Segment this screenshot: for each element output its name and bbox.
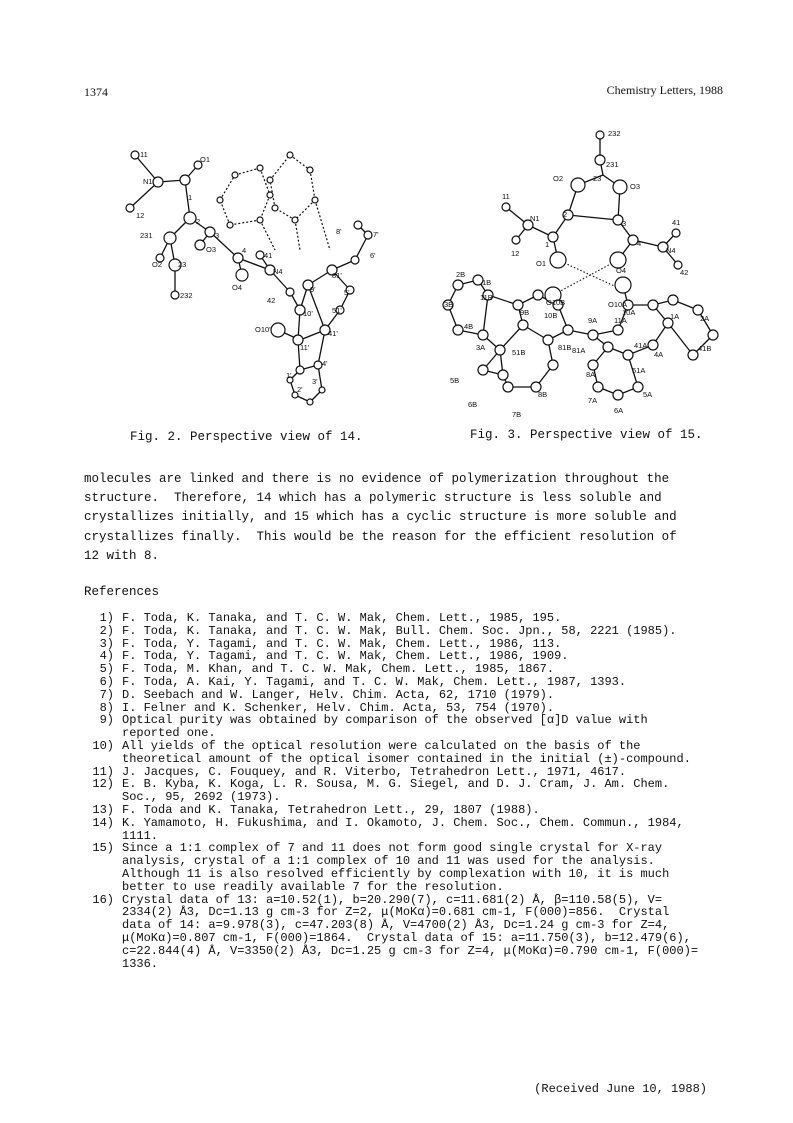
atom-label: 23 xyxy=(178,260,187,269)
reference-number: 16) xyxy=(92,892,114,907)
atom-label: 4' xyxy=(322,359,328,368)
atom-label: 1A xyxy=(670,312,680,321)
reference-text: F. Toda, A. Kai, Y. Tagami, and T. C. W. Mak, Chem. Lett., 1987, 1393. xyxy=(122,674,627,689)
reference-item xyxy=(84,740,734,766)
atom-label: 42 xyxy=(267,296,276,305)
body-line: molecules are linked and there is no evidence of polymerization throughout the xyxy=(84,472,670,486)
reference-text: Crystal data of 13: a=10.52(1), b=20.290(7), c=11.681(2) Å, β=110.58(5), V= 2334(2) Å3, Dc=1.13 g cm-3 for Z=2, μ(MoKα)=0.681 cm-1, F(000)=856. Crystal data of 14: a=9.978(3), c=47.203(8) Å, V=4700(2) Å3, Dc=1.24 g cm-3 for Z=4, μ(MoKα)=0.807 cm-1, F(000)=1864. Crystal data of 15: a=11.750(3), b=12.479(6), c=22.844(4) Å, V=3350(2) Å3, Dc=1.25 g cm-3 for Z=4, μ(MoKα)=0.790 cm-1, F(000)= 1336. xyxy=(122,892,699,971)
reference-text: Since a 1:1 complex of 7 and 11 does not form good single crystal for X-ray analysis, crystal of a 1:1 complex of 10 and 11 was used for the analysis. Although 11 is also resolved efficiently by complexation with 10, it is much better to use readily available 7 for the resolution. xyxy=(122,841,670,894)
atom-label: N4 xyxy=(666,246,676,255)
atom-label: 231 xyxy=(140,231,153,240)
atom-label: O2 xyxy=(152,260,163,269)
reference-number: 13) xyxy=(92,802,114,817)
reference-number: 6) xyxy=(99,674,114,689)
atom-label: 1 xyxy=(545,240,550,249)
reference-text: K. Yamamoto, H. Fukushima, and I. Okamoto, J. Chem. Soc., Chem. Commun., 1984, 1111. xyxy=(122,815,684,843)
body-paragraph xyxy=(84,470,724,566)
journal-header: Chemistry Letters, 1988 xyxy=(606,83,723,97)
reference-text: Optical purity was obtained by comparison of the observed [α]D value with reported one. xyxy=(122,713,648,741)
reference-number: 12) xyxy=(92,777,114,792)
atom-label: N1 xyxy=(530,214,540,223)
atom-label: 3 xyxy=(215,231,220,240)
atom-label: 4 xyxy=(637,239,642,248)
reference-text: I. Felner and K. Schenker, Helv. Chim. Acta, 53, 754 (1970). xyxy=(122,700,555,715)
atom-label: 2 xyxy=(196,217,201,226)
atom-label: 8A xyxy=(586,370,596,379)
reference-text: F. Toda, K. Tanaka, and T. C. W. Mak, Bull. Chem. Soc. Jpn., 58, 2221 (1985). xyxy=(122,623,677,638)
atom-label: 51B xyxy=(512,348,526,357)
body-line: crystallizes initially, and 15 which has a cyclic structure is more soluble and xyxy=(84,510,677,525)
figure-3-caption: Fig. 3. Perspective view of 15. xyxy=(470,428,703,442)
atom-label: 12 xyxy=(136,211,145,220)
reference-number: 4) xyxy=(99,649,114,664)
reference-text: F. Toda, Y. Tagami, and T. C. W. Mak, Chem. Lett., 1986, 113. xyxy=(122,636,562,651)
body-line: structure. Therefore, 14 which has a polymeric structure is less soluble and xyxy=(84,491,662,506)
atom-label: 232 xyxy=(608,129,621,138)
atom-label: 41A xyxy=(634,341,648,350)
atom-label: 23 xyxy=(593,174,602,183)
reference-text: F. Toda, M. Khan, and T. C. W. Mak, Chem. Lett., 1985, 1867. xyxy=(122,662,555,677)
figure-3-molecule-diagram xyxy=(428,125,728,425)
reference-text: D. Seebach and W. Langer, Helv. Chim. Acta, 62, 1710 (1979). xyxy=(122,687,555,702)
reference-item xyxy=(84,817,734,843)
reference-text: E. B. Kyba, K. Koga, L. R. Sousa, M. G. Siegel, and D. J. Cram, J. Am. Chem. Soc., 95, 2692 (1973). xyxy=(122,777,670,805)
reference-text: F. Toda, Y. Tagami, and T. C. W. Mak, Chem. Lett., 1986, 1909. xyxy=(122,649,569,664)
atom-label: 4B xyxy=(464,322,474,331)
atom-label: 11B xyxy=(480,293,493,302)
reference-number: 7) xyxy=(99,687,114,702)
atom-label: 8B xyxy=(538,390,548,399)
atom-label: 10' xyxy=(303,309,313,318)
atom-label: 9' xyxy=(310,285,316,294)
reference-number: 3) xyxy=(99,636,114,651)
atom-label: 11 xyxy=(140,150,148,159)
atom-label: O4 xyxy=(232,283,243,292)
atom-label: N1 xyxy=(143,177,153,186)
atom-label: N4 xyxy=(273,267,283,276)
received-date: (Received June 10, 1988) xyxy=(534,1082,707,1096)
atom-label: 10B xyxy=(544,311,558,320)
reference-item xyxy=(84,625,734,638)
reference-text: J. Jacques, C. Fouquey, and R. Viterbo, Tetrahedron Lett., 1971, 4617. xyxy=(122,764,627,779)
atom-label: 8' xyxy=(336,227,342,236)
atom-label: O10B xyxy=(546,298,566,307)
atom-label: 1 xyxy=(188,193,193,202)
references-list xyxy=(84,612,734,970)
reference-text: All yields of the optical resolution were calculated on the basis of the theoretical amount of the optical isomer contained in the initial (±)-compound. xyxy=(122,738,691,766)
atom-label: 11A xyxy=(614,316,627,325)
page-number: 1374 xyxy=(84,85,108,99)
atom-label: 51A xyxy=(632,366,646,375)
reference-item xyxy=(84,612,734,625)
reference-number: 9) xyxy=(99,713,114,728)
atom-label: 41 xyxy=(672,218,681,227)
atom-label: 11 xyxy=(502,192,510,201)
body-line: crystallizes finally. This would be the reason for the efficient resolution of xyxy=(84,529,677,544)
atom-label: 12 xyxy=(511,249,520,258)
reference-item xyxy=(84,778,734,804)
atom-label: 41B xyxy=(698,344,712,353)
atom-label: 6' xyxy=(370,251,376,260)
atom-label: 7B xyxy=(512,410,522,419)
atom-label: 2A xyxy=(700,314,710,323)
atom-label: 2 xyxy=(563,210,568,219)
atom-label: 81B xyxy=(558,343,572,352)
atom-label: 5A xyxy=(643,390,653,399)
reference-item xyxy=(84,714,734,740)
atom-label: 4A xyxy=(654,350,664,359)
reference-text: F. Toda and K. Tanaka, Tetrahedron Lett., 29, 1807 (1988). xyxy=(122,802,540,817)
atom-label: 7' xyxy=(373,230,379,239)
atom-label: 10A xyxy=(622,308,636,317)
figure-2-molecule-diagram xyxy=(110,140,410,425)
atom-label: 3B xyxy=(444,300,454,309)
reference-item xyxy=(84,676,734,689)
atom-label: 41 xyxy=(264,251,273,260)
atom-label: 2B xyxy=(456,270,466,279)
atom-label: 81A xyxy=(572,346,586,355)
reference-item xyxy=(84,894,734,971)
atom-label: 3A xyxy=(476,343,486,352)
atom-label: 1' xyxy=(286,371,292,380)
atom-label: 6B xyxy=(468,400,478,409)
atom-label: 41' xyxy=(328,329,338,338)
atom-label: 9A xyxy=(588,316,598,325)
atom-label: 81' xyxy=(332,271,342,280)
atom-label: 3 xyxy=(622,219,627,228)
reference-number: 15) xyxy=(92,841,114,856)
reference-number: 10) xyxy=(92,738,114,753)
atom-label: O10A xyxy=(608,300,628,309)
atom-label: 5' xyxy=(344,288,350,297)
atom-label: 1B xyxy=(482,278,492,287)
body-line: 12 with 8. xyxy=(84,548,160,563)
reference-number: 1) xyxy=(99,611,114,625)
reference-number: 5) xyxy=(99,662,114,677)
reference-item xyxy=(84,804,734,817)
atom-label: 42 xyxy=(680,268,689,277)
atom-label: O1 xyxy=(200,155,211,164)
reference-number: 14) xyxy=(92,815,114,830)
atom-label: O4 xyxy=(616,266,627,275)
atom-label: O10' xyxy=(255,325,271,334)
reference-text: F. Toda, K. Tanaka, and T. C. W. Mak, Chem. Lett., 1985, 195. xyxy=(122,611,562,625)
atom-label: 232 xyxy=(180,291,193,300)
atom-label: 231 xyxy=(606,160,619,169)
atom-label: O3 xyxy=(206,245,217,254)
references-heading: References xyxy=(84,585,160,599)
atom-label: 51' xyxy=(332,306,342,315)
atom-label: O3 xyxy=(630,182,641,191)
reference-item xyxy=(84,842,734,893)
atom-label: 11' xyxy=(300,343,310,352)
reference-item xyxy=(84,689,734,702)
figure-2-caption: Fig. 2. Perspective view of 14. xyxy=(130,430,363,444)
atom-label: 5B xyxy=(450,376,460,385)
atom-label: 4 xyxy=(242,246,247,255)
atom-label: 3' xyxy=(312,377,318,386)
atom-label: 2' xyxy=(297,385,303,394)
atom-label: 6A xyxy=(614,406,624,415)
atom-label: 9B xyxy=(520,308,530,317)
atom-label: O1 xyxy=(536,259,547,268)
atom-label: 7A xyxy=(588,396,598,405)
reference-number: 2) xyxy=(99,623,114,638)
reference-number: 11) xyxy=(92,764,114,779)
reference-number: 8) xyxy=(99,700,114,715)
atom-label: O2 xyxy=(553,174,564,183)
